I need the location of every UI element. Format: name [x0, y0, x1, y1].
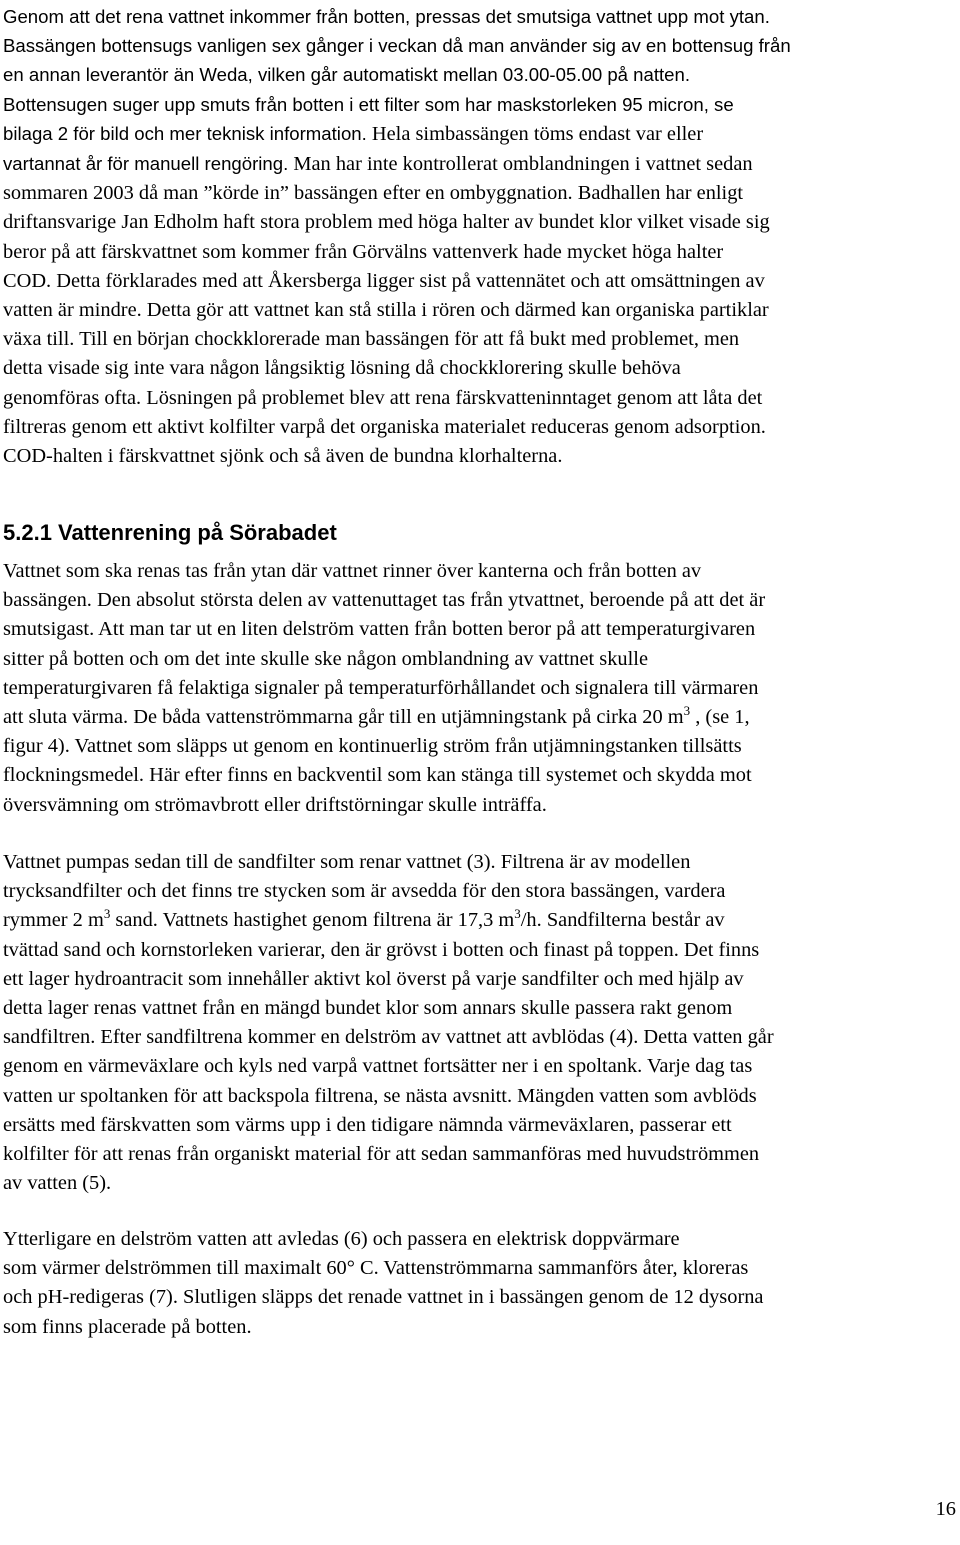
- section-heading: 5.2.1 Vattenrening på Sörabadet: [3, 520, 337, 545]
- text-line: Vattnet som ska renas tas från ytan där vattnet rinner över kanterna och från botten av: [3, 560, 702, 582]
- text-line: [3, 119, 957, 149]
- text-line: [3, 703, 957, 732]
- text-line: driftansvarige Jan Edholm haft stora problem med höga halter av bundet klor vilket visade sig: [3, 211, 770, 234]
- section-paragraph-2: [3, 848, 957, 1198]
- text-segment: vartannat år för manuell rengöring.: [3, 153, 289, 175]
- section-paragraph-1: [3, 557, 957, 820]
- page-number: 16: [935, 1498, 956, 1520]
- text-line: detta lager renas vattnet från en mängd bundet klor som annars skulle passera rakt genom: [3, 997, 733, 1020]
- text-line: Bottensugen suger upp smuts från botten i ett filter som har maskstorleken 95 micron, se: [3, 93, 734, 115]
- text-line: COD-halten i färskvattnet sjönk och så även de bundna klorhalterna.: [3, 445, 563, 468]
- text-line: ett lager hydroantracit som innehåller aktivt kol överst på varje sandfilter och med hjälp av: [3, 967, 744, 990]
- text-line: genomföras ofta. Lösningen på problemet blev att rena färskvatteninntaget genom att låta det: [3, 386, 763, 409]
- text-segment: Man har inte kontrollerat omblandningen i vattnet sedan: [288, 153, 753, 176]
- text-segment: /h. Sandfilterna består av: [520, 909, 725, 932]
- text-line: bassängen. Den absolut största delen av vattenuttaget tas från ytvattnet, beroende på att det är: [3, 589, 766, 612]
- text-line: Ytterligare en delström vatten att avledas (6) och passera en elektrisk doppvärmare: [3, 1228, 680, 1250]
- text-line: sitter på botten och om det inte skulle ske någon omblandning av vattnet skulle: [3, 647, 649, 670]
- text-line: tvättad sand och kornstorleken varierar, den är grövst i botten och finast på toppen. Det finns: [3, 938, 760, 961]
- text-line: Bassängen bottensugs vanligen sex gånger i veckan då man använder sig av en bottensug från: [3, 35, 791, 57]
- text-line: [3, 149, 957, 179]
- text-line: figur 4). Vattnet som släpps ut genom en kontinuerlig ström från utjämningstanken tillsätts: [3, 735, 742, 758]
- text-segment: rymmer 2 m: [3, 909, 104, 932]
- text-line: smutsigast. Att man tar ut en liten delström vatten från botten beror på att temperaturgivaren: [3, 618, 756, 641]
- text-segment: , (se 1,: [690, 706, 750, 729]
- text-line: översvämning om strömavbrott eller driftstörningar skulle inträffa.: [3, 793, 547, 816]
- text-line: och pH-redigeras (7). Slutligen släpps det renade vattnet in i bassängen genom de 12 dysorna: [3, 1286, 764, 1309]
- text-line: temperaturgivaren få felaktiga signaler på temperaturförhållandet och signalera till värmaren: [3, 676, 759, 699]
- text-line: vatten är mindre. Detta gör att vattnet kan stå stilla i rören och därmed kan organiska partiklar: [3, 299, 769, 322]
- text-line: sandfiltren. Efter sandfiltrena kommer en delström av vattnet att avblödas (4). Detta vatten går: [3, 1026, 774, 1049]
- superscript: 3: [103, 906, 111, 922]
- text-line: filtreras genom ett aktivt kolfilter varpå det organiska materialet reduceras genom adsorption.: [3, 415, 766, 438]
- superscript: 3: [514, 906, 521, 922]
- text-line: trycksandfilter och det finns tre stycken som är avsedda för den stora bassängen, vardera: [3, 880, 726, 903]
- text-line: Vattnet pumpas sedan till de sandfilter som renar vattnet (3). Filtrena är av modellen: [3, 851, 691, 873]
- text-line: [3, 179, 957, 208]
- text-segment: sand. Vattnets hastighet genom filtrena är 17,3 m: [110, 909, 515, 932]
- text-line: genom en värmeväxlare och kyls ned varpå vattnet fortsätter ner i en spoltank. Varje dag tas: [3, 1055, 753, 1078]
- text-line: detta visade sig inte vara någon långsiktig lösning då chockklorering skulle behöva: [3, 357, 681, 380]
- text-line: Genom att det rena vattnet inkommer från botten, pressas det smutsiga vattnet upp mot ytan.: [3, 6, 770, 27]
- text-line: växa till. Till en början chockklorerade man bassängen för att få bukt med problemet, men: [3, 328, 740, 351]
- text-line: beror på att färskvattnet som kommer från Görvälns vattenverk hade mycket höga halter: [3, 240, 724, 263]
- text-segment: bilaga 2 för bild och mer teknisk information.: [3, 122, 367, 144]
- text-line: kolfilter för att renas från organiskt material för att sedan sammanföras med huvudströmmen: [3, 1143, 760, 1166]
- section-paragraph-3: [3, 1225, 957, 1342]
- superscript: 3: [683, 703, 691, 719]
- text-segment: Hela simbassängen töms endast var eller: [366, 122, 704, 145]
- text-line: som finns placerade på botten.: [3, 1315, 252, 1338]
- text-segment: sommaren 2003 då man ”körde in” bassängen efter en ombyggnation.: [3, 182, 573, 205]
- text-line: vatten ur spoltanken för att backspola filtrena, se nästa avsnitt. Mängden vatten som avblöds: [3, 1084, 757, 1107]
- text-line: flockningsmedel. Här efter finns en backventil som kan stänga till systemet och skydda mot: [3, 764, 752, 787]
- text-segment: Badhallen har enligt: [572, 182, 744, 205]
- text-line: [3, 906, 957, 935]
- text-line: COD. Detta förklarades med att Åkersberga ligger sist på vattennätet och att omsättningen av: [3, 269, 765, 292]
- intro-paragraph: [3, 2, 957, 471]
- text-line: en annan leverantör än Weda, vilken går automatiskt mellan 03.00-05.00 på natten.: [3, 64, 691, 86]
- text-line: ersätts med färskvatten som värms upp i den tidigare nämnda värmeväxlaren, passerar ett: [3, 1113, 732, 1136]
- text-line: som värmer delströmmen till maximalt 60° C. Vattenströmmarna sammanförs åter, kloreras: [3, 1257, 749, 1280]
- text-segment: att sluta värma. De båda vattenströmmarna går till en utjämningstank på cirka 20 m: [3, 706, 684, 729]
- text-line: av vatten (5).: [3, 1172, 112, 1195]
